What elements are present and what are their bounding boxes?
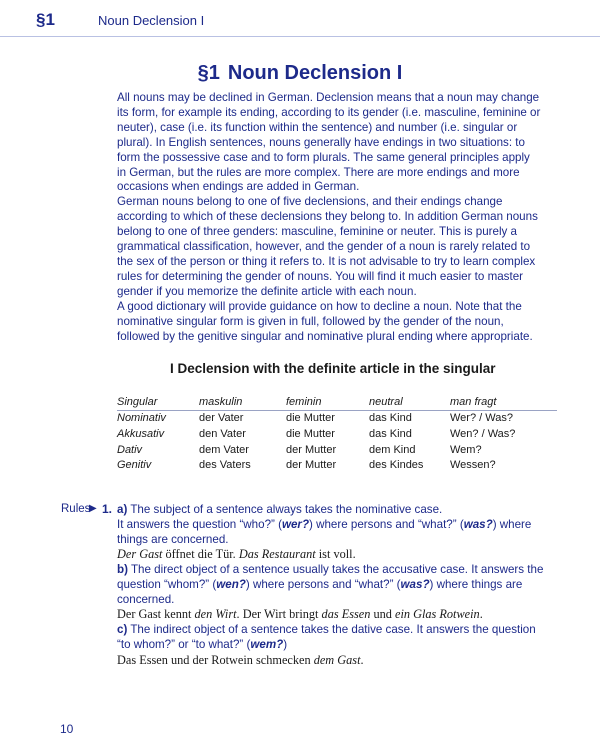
intro-paragraph: A good dictionary will provide guidance on how to decline a noun. Note that the nominative singular form is given in full, followed by the gender of the noun, followed by the genitive singular and nominative plural ending where appropriate. [117, 299, 533, 343]
page-title-section: §1 [197, 62, 220, 84]
rule-b-question-cont: concerned. [117, 593, 175, 606]
case-cell: Nominativ [117, 412, 166, 425]
example-text: und [370, 607, 395, 621]
rule-a-line [117, 503, 442, 516]
rule-a-marker: a) [117, 503, 128, 516]
rule-a-text: The subject of a sentence always takes the nominative case. [130, 503, 443, 516]
case-cell: Dativ [117, 443, 143, 456]
example-text: ist voll. [315, 547, 356, 561]
example-text: . [479, 607, 483, 621]
intro-paragraph: All nouns may be declined in German. Declension means that a noun may change its form, for example its ending, according to its gender (i.e. masculine, feminine or neuter), case (i.e. its function within the sentence) and number (i.e. singular or plural). In English sentences, nouns generally have endings in two situations: to form the possessive case and to form plurals. The same general principles apply in German, but the rules are more complex. There are more endings and more occasions when endings are added in German. [117, 91, 541, 194]
rule-text: It answers the question “who?” ( [117, 518, 282, 531]
example-emphasis: dem Gast [313, 653, 361, 667]
rule-text: “to whom?” or “to what?” ( [117, 638, 251, 651]
table-cell: der Mutter [286, 443, 337, 456]
rule-b-example [117, 607, 483, 622]
header-divider [0, 36, 600, 37]
header-section-number: §1 [36, 10, 55, 29]
case-cell: Genitiv [117, 459, 152, 472]
table-header-row [117, 394, 557, 410]
rule-a-example [117, 547, 356, 562]
example-emphasis: das Essen [321, 607, 371, 621]
table-row [117, 457, 557, 473]
rules-label: Rules [61, 503, 91, 515]
example-text: öffnet die Tür. [162, 547, 239, 561]
intro-paragraph: German nouns belong to one of five declensions, and their endings change according to which of these declensions they belong to. In addition German nouns belong to one of three genders: masculine, feminine or neuter. This is purely a grammatical classification, however, and the gender of a noun is rarely related to the sex of the person or thing it refers to. It is not advisable to try to learn complex rules for determining the gender of nouns. You will find it much easier to master gender if you memorize the definite article with each noun. [117, 195, 538, 298]
table-cell: des Vaters [199, 459, 251, 472]
table-cell: die Mutter [286, 427, 335, 440]
rule-number: 1. [102, 502, 113, 516]
table-cell: der Mutter [286, 459, 337, 472]
example-emphasis: Das Restaurant [238, 547, 316, 561]
page-title [0, 62, 600, 85]
table-cell: dem Kind [369, 443, 416, 456]
rule-c-line [117, 623, 536, 636]
column-header: man fragt [450, 395, 497, 408]
example-text: Das Essen und der Rotwein schmecken [117, 653, 314, 667]
example-text: . [360, 653, 364, 667]
rule-c-question [117, 638, 287, 651]
rule-keyword: wer? [281, 518, 310, 531]
example-text: Der Gast kennt [117, 607, 195, 621]
rule-text: question “whom?” ( [117, 578, 217, 591]
rule-keyword: was? [463, 518, 493, 531]
table-cell: die Mutter [286, 412, 335, 425]
rule-a-question-cont: things are concerned. [117, 533, 229, 546]
rule-b-line [117, 563, 543, 576]
case-cell: Akkusativ [117, 427, 165, 440]
declension-table [117, 394, 557, 473]
column-header: maskulin [199, 395, 243, 408]
table-cell: den Vater [199, 427, 246, 440]
example-emphasis: Der Gast [117, 547, 163, 561]
rule-c-text: The indirect object of a sentence takes the dative case. It answers the question [130, 623, 536, 636]
rule-text: ) where persons and “what?” ( [245, 578, 401, 591]
rule-c-example [117, 653, 364, 668]
table-cell: Wer? / Was? [450, 412, 513, 425]
table-row [117, 410, 557, 426]
table-cell: Wem? [450, 443, 482, 456]
rule-a-question [117, 518, 531, 531]
table-row [117, 442, 557, 458]
column-header: feminin [286, 395, 322, 408]
header-title: Noun Declension I [98, 13, 205, 28]
rule-b-marker: b) [117, 563, 128, 576]
rule-b-text: The direct object of a sentence usually takes the accusative case. It answers the [130, 563, 544, 576]
table-row [117, 426, 557, 442]
table-cell: des Kindes [369, 459, 424, 472]
example-text: . Der Wirt bringt [236, 607, 322, 621]
rules-arrow-icon: ▶ [89, 503, 97, 514]
table-cell: der Vater [199, 412, 244, 425]
rule-b-question [117, 578, 522, 591]
rule-keyword: was? [400, 578, 430, 591]
declension-heading: I Declension with the definite article in the singular [170, 361, 496, 376]
column-header: neutral [369, 395, 403, 408]
intro-text [117, 91, 542, 344]
rule-keyword: wen? [216, 578, 246, 591]
page-title-text: Noun Declension I [227, 62, 403, 84]
table-cell: das Kind [369, 427, 412, 440]
rule-text: ) where persons and “what?” ( [309, 518, 464, 531]
rule-text: ) where things are [429, 578, 523, 591]
rule-text: ) [283, 638, 288, 651]
example-emphasis: den Wirt [194, 607, 237, 621]
rule-text: ) where [492, 518, 532, 531]
page-number: 10 [60, 722, 74, 736]
table-cell: Wessen? [450, 459, 496, 472]
table-cell: das Kind [369, 412, 412, 425]
rule-keyword: wem? [250, 638, 284, 651]
column-header: Singular [117, 395, 158, 408]
rule-c-marker: c) [117, 623, 128, 636]
example-emphasis: ein Glas Rotwein [395, 607, 480, 621]
table-cell: dem Vater [199, 443, 249, 456]
table-cell: Wen? / Was? [450, 427, 516, 440]
